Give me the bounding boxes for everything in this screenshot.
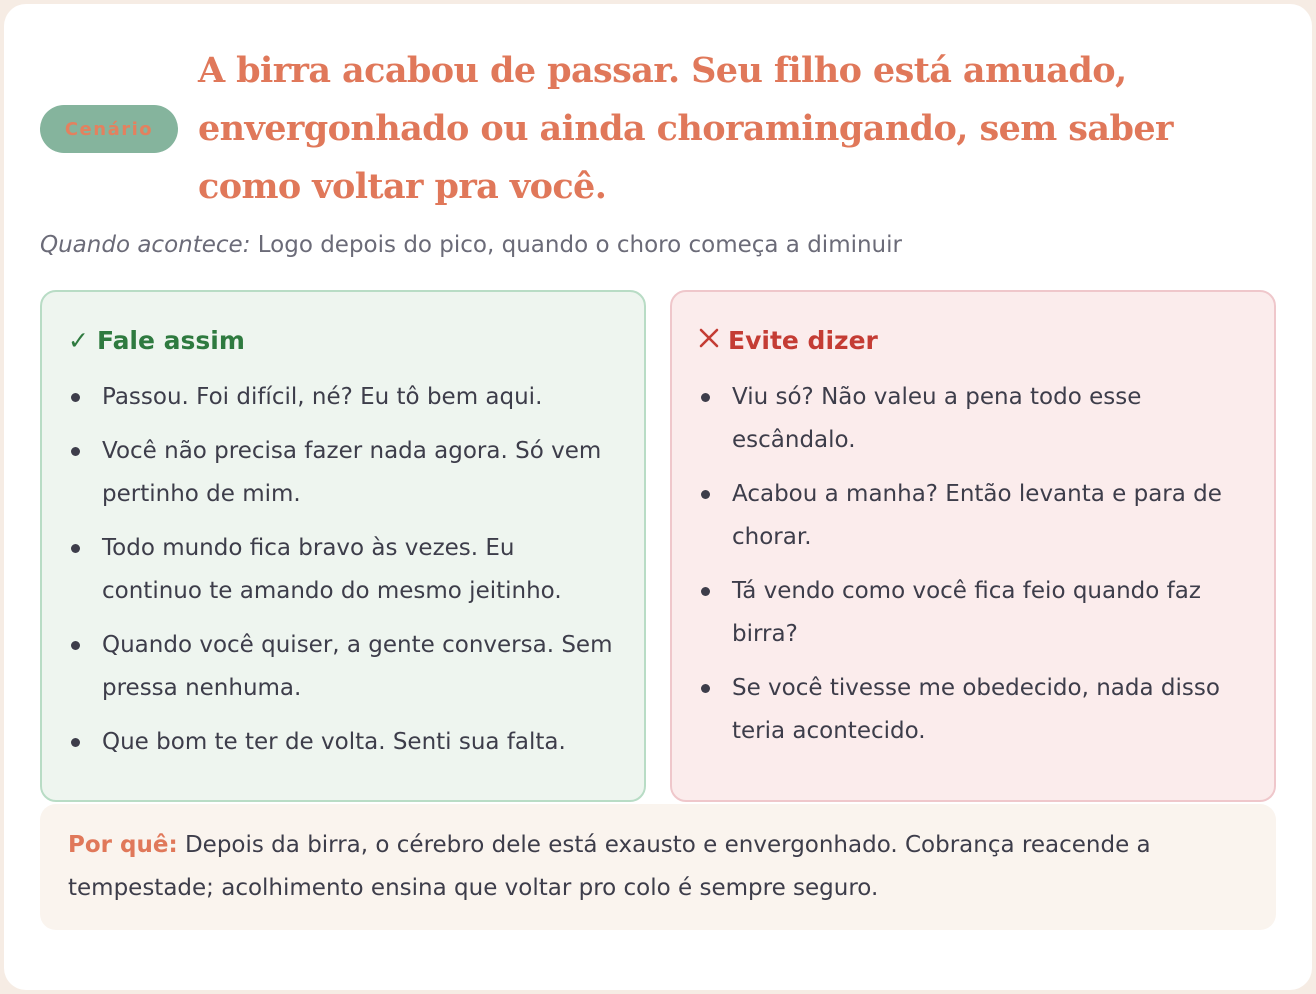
avoid-saying-panel <box>670 290 1276 802</box>
why-text: Depois da birra, o cérebro dele está exausto e envergonhado. Cobrança reacende a tempestade; acolhimento ensina que voltar pro colo é sempre seguro. <box>68 832 1151 901</box>
check-icon: ✓ <box>68 326 89 355</box>
avoid-saying-heading <box>698 324 1248 358</box>
list-item-text: Tá vendo como você fica feio quando faz birra? <box>732 578 1201 647</box>
scenario-card <box>4 4 1312 990</box>
list-item-text: Você não precisa fazer nada agora. Só vem pertinho de mim. <box>102 438 602 507</box>
list-item <box>698 473 1248 559</box>
list-item <box>68 624 618 710</box>
bullet-icon <box>71 393 80 402</box>
bullet-icon <box>701 490 710 499</box>
list-item <box>698 376 1248 462</box>
say-this-list <box>68 376 618 764</box>
list-item-text: Acabou a manha? Então levanta e para de chorar. <box>732 481 1222 550</box>
list-item <box>68 527 618 613</box>
when-label: Quando acontece: <box>40 232 251 258</box>
list-item <box>68 430 618 516</box>
list-item-text: Quando você quiser, a gente conversa. Sem pressa nenhuma. <box>102 632 613 701</box>
bullet-icon <box>71 738 80 747</box>
list-item <box>698 667 1248 753</box>
list-item-text: Viu só? Não valeu a pena todo esse escândalo. <box>732 384 1142 453</box>
list-item-text: Todo mundo fica bravo às vezes. Eu continuo te amando do mesmo jeitinho. <box>102 535 562 604</box>
bullet-icon <box>701 587 710 596</box>
scenario-header <box>40 42 1280 216</box>
scenario-badge: Cenário <box>40 105 178 153</box>
why-box <box>40 804 1276 930</box>
when-line <box>40 228 902 262</box>
x-icon <box>698 324 720 358</box>
list-item <box>68 721 618 764</box>
scenario-title: A birra acabou de passar. Seu filho está amuado, envergonhado ou ainda choramingando, sem saber como voltar pra você. <box>198 50 1173 207</box>
bullet-icon <box>701 393 710 402</box>
avoid-saying-label: Evite dizer <box>728 326 878 355</box>
say-this-label: Fale assim <box>96 326 245 355</box>
say-this-panel <box>40 290 646 802</box>
bullet-icon <box>71 641 80 650</box>
list-item-text: Que bom te ter de volta. Senti sua falta. <box>102 729 566 755</box>
list-item-text: Se você tivesse me obedecido, nada disso teria acontecido. <box>732 675 1220 744</box>
bullet-icon <box>71 447 80 456</box>
bullet-icon <box>71 544 80 553</box>
list-item-text: Passou. Foi difícil, né? Eu tô bem aqui. <box>102 384 543 410</box>
list-item <box>698 570 1248 656</box>
why-label: Por quê: <box>68 832 178 858</box>
avoid-saying-list <box>698 376 1248 753</box>
bullet-icon <box>701 684 710 693</box>
say-this-heading <box>68 324 618 358</box>
list-item <box>68 376 618 419</box>
when-text: Logo depois do pico, quando o choro começa a diminuir <box>250 232 902 258</box>
